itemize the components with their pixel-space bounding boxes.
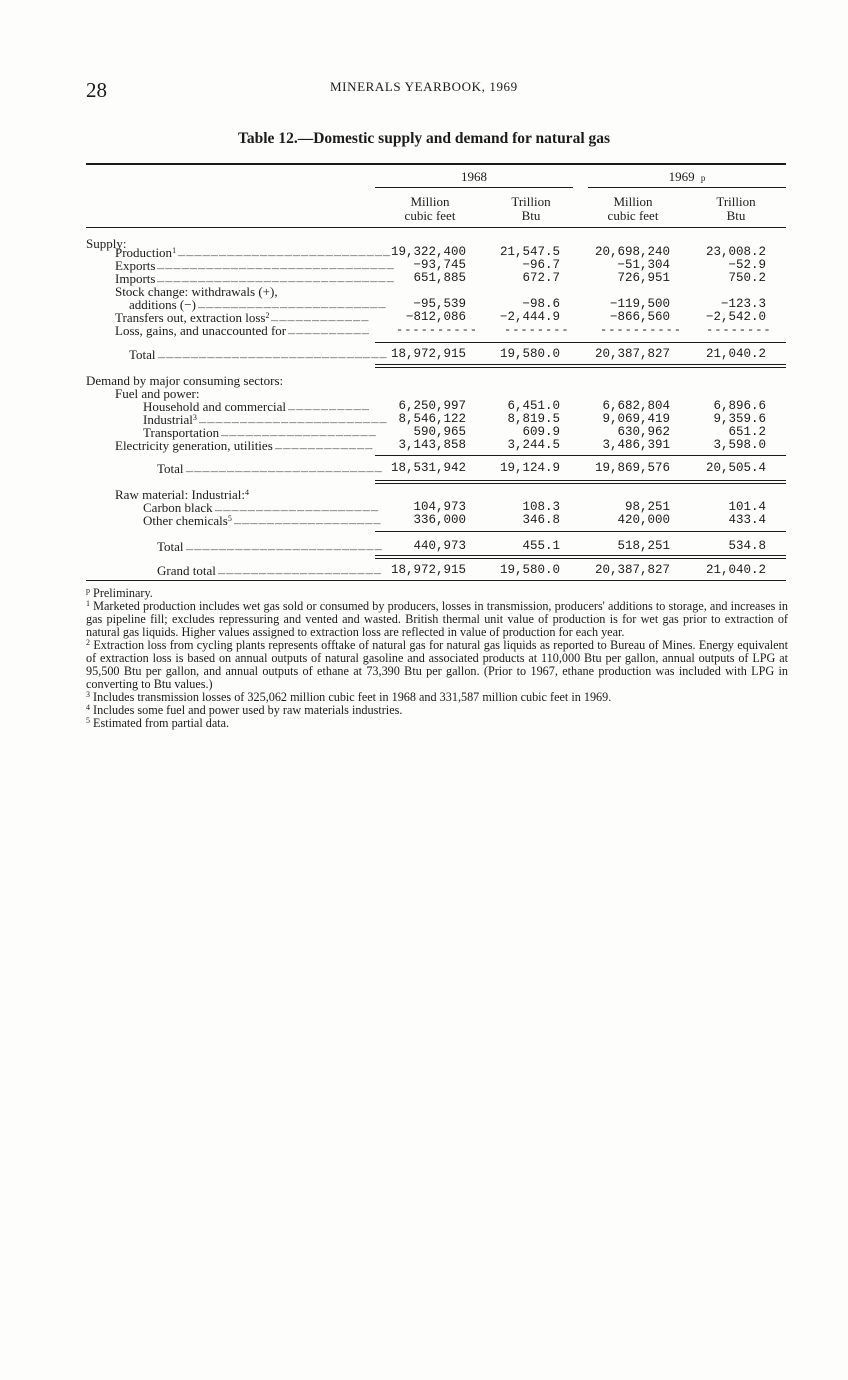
table-cell-value: 726,951 [617,271,670,285]
leader-dots: __________________________ [178,245,392,259]
leader-dots: ____________________________ [158,347,388,361]
footnote-text: Marketed production includes wet gas sold or consumed by producers, losses in transmission, producers' additions to storage, and increases in gas pipeline fill; excludes repressuring and vented and wasted. British thermal unit value of production is for wet gas prior to extraction of natural gas liquids. Higher values assigned to extraction loss are reflected in value of production for each year. [86,599,788,639]
leader-dots: __________ [288,323,371,337]
header-million-line1: Million [613,194,653,209]
table-cell-value: −2,542.0 [705,310,766,324]
footnote [86,639,788,691]
leader-dots: _____________________________ [157,271,395,285]
footnote-text: Estimated from partial data. [90,716,230,730]
row-label-text: Household and commercial [143,399,286,414]
table-cell-value: 3,143,858 [398,438,466,452]
total-rule [375,364,786,365]
footnote [86,717,788,730]
header-bottom-rule [86,227,786,228]
footnote-mark: 3 [86,690,90,699]
row-label [157,564,216,577]
table-cell-value: 18,972,915 [390,563,466,577]
footnote [86,600,788,639]
table-cell-value: 420,000 [617,513,670,527]
table-cell-value: 3,598.0 [713,438,766,452]
row-label [157,540,184,553]
empty-value-dashes: -------- [504,323,570,337]
footnote-text: Extraction loss from cycling plants represents offtake of natural gas for natural gas liquids as reported to Bureau of Mines. Energy equivalent of extraction loss is based on annual outputs of natural gasoline and associated products at 110,000 Btu per gallon, annual outputs of LPG at 95,500 Btu per gallon, and annual outputs of ethane at 73,390 Btu per gallon. (Prior to 1967, ethane production was included with LPG in converting to Btu values.) [86,638,788,691]
row-label-text: Raw material: Industrial: [115,487,245,502]
table-cell-value: 19,322,400 [390,245,466,259]
table-cell-value: 750.2 [728,271,766,285]
table-cell-value: 534.8 [728,539,766,553]
table-cell-value: 20,505.4 [705,461,766,475]
footnote-mark: 4 [86,703,90,712]
footnote-text: Includes some fuel and power used by raw materials industries. [90,703,403,717]
page-number: 28 [86,78,107,102]
table-cell-value: −98.6 [522,297,560,311]
total-rule [375,455,786,456]
footnote-ref: 3 [192,413,197,422]
header-trillion-line2: Btu [726,208,746,223]
row-label-text: Grand total [157,563,216,578]
table-top-rule [86,163,786,165]
table-cell-value: −119,500 [609,297,670,311]
table-cell-value: 19,124.9 [499,461,560,475]
header-trillion-line1: Trillion [511,194,551,209]
header-million-line1: Million [410,194,450,209]
row-label-text: additions (−) [129,297,196,312]
footnote-text: Includes transmission losses of 325,062 million cubic feet in 1968 and 331,587 million cubic feet in 1969. [90,690,612,704]
footnote-mark: 1 [86,599,90,608]
table-cell-value: 20,387,827 [594,347,670,361]
row-label-text: Stock change: withdrawals (+), [115,284,278,299]
row-label [129,348,156,361]
table-cell-value: 19,869,576 [594,461,670,475]
row-label [115,324,286,337]
table-cell-value: 3,244.5 [507,438,560,452]
table-cell-value: 346.8 [522,513,560,527]
total-rule [375,555,786,556]
header-trillion-btu-1969 [690,195,782,222]
row-label-text: Transfers out, extraction loss [115,310,266,325]
total-rule [375,367,786,368]
total-rule [375,558,786,559]
table-cell-value: −2,444.9 [499,310,560,324]
table-cell-value: 9,069,419 [602,412,670,426]
table-cell-value: 21,040.2 [705,563,766,577]
row-label-text: Total [129,347,156,362]
header-million-line2: cubic feet [404,208,456,223]
header-year-1969 [588,170,786,185]
footnote-mark: 2 [86,638,90,647]
table-cell-value: 455.1 [522,539,560,553]
leader-dots: __________ [288,399,371,413]
row-label-text: Carbon black [143,500,213,515]
table-cell-value: 101.4 [728,500,766,514]
leader-dots: ________________________ [186,539,383,553]
year1-span-rule [375,187,573,188]
row-label-text: Total [157,461,184,476]
table-cell-value: −96.7 [522,258,560,272]
row-label-text: Supply: [86,236,127,251]
row-label-text: Imports [115,271,156,286]
total-rule [375,342,786,343]
table-cell-value: −123.3 [720,297,766,311]
footnote-ref: 2 [265,311,270,320]
empty-value-dashes: ---------- [396,323,479,337]
leader-dots: _____________________________ [157,258,395,272]
table-cell-value: 630,962 [617,425,670,439]
table-cell-value: 6,250,997 [398,399,466,413]
table-cell-value: −93,745 [413,258,466,272]
total-rule [375,483,786,484]
total-rule [375,531,786,532]
row-label [143,514,232,527]
leader-dots: _______________________ [198,297,387,311]
header-trillion-line2: Btu [521,208,541,223]
table-cell-value: 98,251 [624,500,670,514]
header-million-cubic-feet-1968 [375,195,485,222]
preliminary-mark: p [700,173,706,183]
footnote-ref: 1 [172,246,177,255]
table-cell-value: 440,973 [413,539,466,553]
row-label-text: Total [157,539,184,554]
row-label-text: Industrial [143,412,193,427]
footnote-ref: 4 [244,488,249,497]
row-label-text: Exports [115,258,156,273]
year2-span-rule [588,187,786,188]
table-cell-value: −52.9 [728,258,766,272]
table-cell-value: 20,387,827 [594,563,670,577]
leader-dots: ____________________ [218,563,383,577]
empty-value-dashes: -------- [706,323,772,337]
row-label-text: Other chemicals [143,513,228,528]
table-cell-value: 651,885 [413,271,466,285]
row-label-text: Production [115,245,173,260]
row-label [115,439,273,452]
row-label-text: Fuel and power: [115,386,200,401]
header-trillion-line1: Trillion [716,194,756,209]
table-cell-value: 651.2 [728,425,766,439]
row-label-text: Loss, gains, and unaccounted for [115,323,287,338]
table-cell-value: 8,546,122 [398,412,466,426]
leader-dots: ________________________ [186,461,383,475]
total-rule [375,480,786,481]
leader-dots: ____________________ [215,500,380,514]
header-year-1968: 1968 [461,169,487,184]
table-cell-value: −866,560 [609,310,670,324]
table-cell-value: 518,251 [617,539,670,553]
table-cell-value: 23,008.2 [705,245,766,259]
leader-dots: __________________ [234,513,382,527]
table-title: Table 12.—Domestic supply and demand for natural gas [237,130,611,147]
row-label-text: Demand by major consuming sectors: [86,373,284,388]
leader-dots: _______________________ [199,412,388,426]
table-cell-value: 6,451.0 [507,399,560,413]
table-cell-value: −812,086 [405,310,466,324]
header-trillion-btu-1968 [487,195,575,222]
table-cell-value: 672.7 [522,271,560,285]
footnote-ref: 5 [227,514,232,523]
header-million-cubic-feet-1969 [578,195,688,222]
table-cell-value: 21,547.5 [499,245,560,259]
footnote-mark: p [86,586,90,595]
table-cell-value: −95,539 [413,297,466,311]
table-cell-value: 19,580.0 [499,347,560,361]
table-cell-value: 108.3 [522,500,560,514]
footnote-mark: 5 [86,716,90,725]
header-year-1969-text: 1969 [668,169,695,184]
table-cell-value: 21,040.2 [705,347,766,361]
footnotes [86,587,788,730]
leader-dots: ___________________ [221,425,377,439]
row-label-text: Electricity generation, utilities [115,438,273,453]
table-cell-value: 19,580.0 [499,563,560,577]
header-million-line2: cubic feet [607,208,659,223]
row-label [157,462,184,475]
table-cell-value: 18,531,942 [390,461,466,475]
table-cell-value: 104,973 [413,500,466,514]
table-cell-value: 3,486,391 [602,438,670,452]
table-cell-value: 8,819.5 [507,412,560,426]
leader-dots: ____________ [275,438,374,452]
footnote-text: Preliminary. [90,586,153,600]
table-cell-value: 336,000 [413,513,466,527]
table-cell-value: 609.9 [522,425,560,439]
empty-value-dashes: ---------- [600,323,683,337]
running-head: MINERALS YEARBOOK, 1969 [330,79,518,94]
leader-dots: ____________ [271,310,370,324]
table-cell-value: −51,304 [617,258,670,272]
table-cell-value: 433.4 [728,513,766,527]
table-bottom-rule [86,580,786,581]
table-cell-value: 9,359.6 [713,412,766,426]
table-cell-value: 6,896.6 [713,399,766,413]
row-label-text: Transportation [143,425,220,440]
table-cell-value: 6,682,804 [602,399,670,413]
table-cell-value: 20,698,240 [594,245,670,259]
table-cell-value: 18,972,915 [390,347,466,361]
table-cell-value: 590,965 [413,425,466,439]
